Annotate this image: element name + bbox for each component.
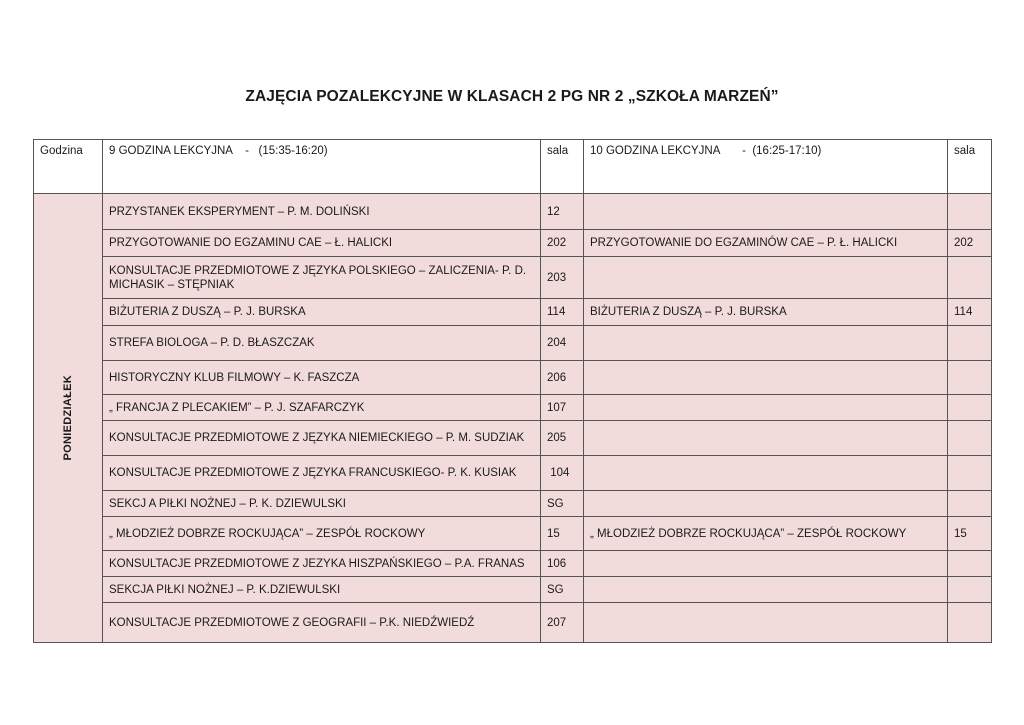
table-row bbox=[34, 361, 992, 395]
room-10-cell bbox=[948, 395, 992, 421]
table-row bbox=[34, 456, 992, 491]
room-10-cell bbox=[948, 551, 992, 577]
header-room-10: sala bbox=[948, 140, 992, 194]
schedule-table bbox=[33, 139, 992, 643]
header-row bbox=[34, 140, 992, 194]
activity-9-cell: BIŻUTERIA Z DUSZĄ – P. J. BURSKA bbox=[103, 299, 541, 326]
table-row bbox=[34, 517, 992, 551]
room-9-cell: 114 bbox=[541, 299, 584, 326]
table-row bbox=[34, 230, 992, 257]
room-9-cell: 207 bbox=[541, 603, 584, 643]
room-10-cell bbox=[948, 603, 992, 643]
room-10-cell: 15 bbox=[948, 517, 992, 551]
room-10-cell bbox=[948, 326, 992, 361]
activity-9-cell: KONSULTACJE PRZEDMIOTOWE Z JEZYKA HISZPAŃSKIEGO – P.A. FRANAS bbox=[103, 551, 541, 577]
activity-10-cell bbox=[584, 577, 948, 603]
header-hour: Godzina bbox=[34, 140, 103, 194]
table-row bbox=[34, 603, 992, 643]
room-10-cell bbox=[948, 456, 992, 491]
room-9-cell: 107 bbox=[541, 395, 584, 421]
activity-9-cell: HISTORYCZNY KLUB FILMOWY – K. FASZCZA bbox=[103, 361, 541, 395]
room-9-cell: 202 bbox=[541, 230, 584, 257]
room-10-cell bbox=[948, 194, 992, 230]
activity-10-cell bbox=[584, 456, 948, 491]
activity-10-cell bbox=[584, 491, 948, 517]
activity-9-cell: „ FRANCJA Z PLECAKIEM” – P. J. SZAFARCZYK bbox=[103, 395, 541, 421]
day-label: PONIEDZIAŁEK bbox=[62, 375, 74, 461]
room-10-cell: 114 bbox=[948, 299, 992, 326]
activity-10-cell bbox=[584, 551, 948, 577]
room-9-cell: SG bbox=[541, 577, 584, 603]
activity-10-cell bbox=[584, 194, 948, 230]
header-lesson-9: 9 GODZINA LEKCYJNA - (15:35-16:20) bbox=[103, 140, 541, 194]
room-10-cell bbox=[948, 577, 992, 603]
activity-9-cell: SEKCJ A PIŁKI NOŻNEJ – P. K. DZIEWULSKI bbox=[103, 491, 541, 517]
room-9-cell: 12 bbox=[541, 194, 584, 230]
table-row bbox=[34, 257, 992, 299]
table-row bbox=[34, 326, 992, 361]
room-9-cell: 106 bbox=[541, 551, 584, 577]
activity-9-cell: PRZYGOTOWANIE DO EGZAMINU CAE – Ł. HALICKI bbox=[103, 230, 541, 257]
day-cell bbox=[34, 194, 103, 643]
room-9-cell: 203 bbox=[541, 257, 584, 299]
table-row bbox=[34, 299, 992, 326]
activity-10-cell bbox=[584, 361, 948, 395]
activity-9-cell: „ MŁODZIEŻ DOBRZE ROCKUJĄCA” – ZESPÓŁ ROCKOWY bbox=[103, 517, 541, 551]
activity-9-cell: SEKCJA PIŁKI NOŻNEJ – P. K.DZIEWULSKI bbox=[103, 577, 541, 603]
activity-9-cell: KONSULTACJE PRZEDMIOTOWE Z JĘZYKA NIEMIECKIEGO – P. M. SUDZIAK bbox=[103, 421, 541, 456]
room-9-cell: 206 bbox=[541, 361, 584, 395]
activity-9-cell: KONSULTACJE PRZEDMIOTOWE Z JĘZYKA POLSKIEGO – ZALICZENIA- P. D. MICHASIK – STĘPNIAK bbox=[103, 257, 541, 299]
room-9-cell: 204 bbox=[541, 326, 584, 361]
activity-10-cell: „ MŁODZIEŻ DOBRZE ROCKUJĄCA” – ZESPÓŁ ROCKOWY bbox=[584, 517, 948, 551]
activity-10-cell bbox=[584, 326, 948, 361]
activity-10-cell bbox=[584, 421, 948, 456]
table-row bbox=[34, 194, 992, 230]
table-row bbox=[34, 421, 992, 456]
room-9-cell: 15 bbox=[541, 517, 584, 551]
room-10-cell bbox=[948, 421, 992, 456]
header-lesson-10: 10 GODZINA LEKCYJNA - (16:25-17:10) bbox=[584, 140, 948, 194]
table-row bbox=[34, 395, 992, 421]
room-10-cell bbox=[948, 257, 992, 299]
activity-10-cell bbox=[584, 603, 948, 643]
table-row bbox=[34, 577, 992, 603]
activity-10-cell bbox=[584, 395, 948, 421]
activity-9-cell: KONSULTACJE PRZEDMIOTOWE Z GEOGRAFII – P.K. NIEDŹWIEDŹ bbox=[103, 603, 541, 643]
room-9-cell: 205 bbox=[541, 421, 584, 456]
room-10-cell bbox=[948, 491, 992, 517]
activity-10-cell: BIŻUTERIA Z DUSZĄ – P. J. BURSKA bbox=[584, 299, 948, 326]
header-room-9: sala bbox=[541, 140, 584, 194]
table-row bbox=[34, 551, 992, 577]
room-10-cell: 202 bbox=[948, 230, 992, 257]
page-title: ZAJĘCIA POZALEKCYJNE W KLASACH 2 PG NR 2 „SZKOŁA MARZEŃ” bbox=[245, 88, 779, 105]
activity-9-cell: PRZYSTANEK EKSPERYMENT – P. M. DOLIŃSKI bbox=[103, 194, 541, 230]
activity-10-cell: PRZYGOTOWANIE DO EGZAMINÓW CAE – P. Ł. HALICKI bbox=[584, 230, 948, 257]
activity-9-cell: KONSULTACJE PRZEDMIOTOWE Z JĘZYKA FRANCUSKIEGO- P. K. KUSIAK bbox=[103, 456, 541, 491]
room-10-cell bbox=[948, 361, 992, 395]
room-9-cell: 104 bbox=[541, 456, 584, 491]
table-row bbox=[34, 491, 992, 517]
room-9-cell: SG bbox=[541, 491, 584, 517]
activity-9-cell: STREFA BIOLOGA – P. D. BŁASZCZAK bbox=[103, 326, 541, 361]
activity-10-cell bbox=[584, 257, 948, 299]
